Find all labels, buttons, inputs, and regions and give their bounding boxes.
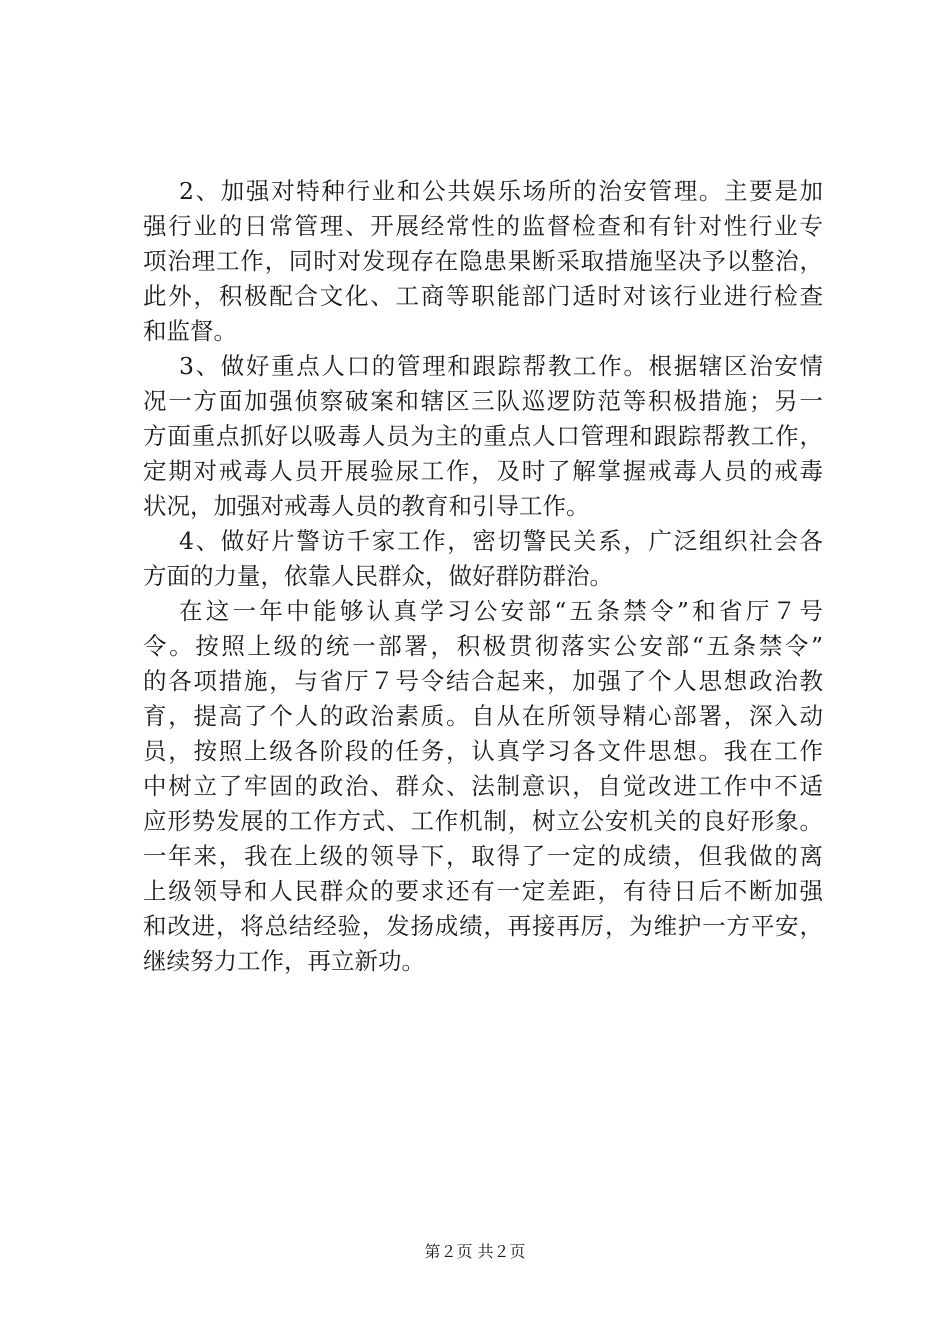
paragraph-line: 项治理工作，同时对发现存在隐患果断采取措施坚决予以整治， [143,247,823,275]
paragraph-line: 3、做好重点人口的管理和跟踪帮教工作。根据辖区治安情 [179,352,823,380]
document-body [143,174,823,979]
paragraph-line: 和监督。 [143,317,237,345]
paragraph-line: 和改进，将总结经验，发扬成绩，再接再厉，为维护一方平安， [143,912,823,940]
paragraph-line: 上级领导和人民群众的要求还有一定差距，有待日后不断加强 [143,877,823,905]
paragraph-line: 中树立了牢固的政治、群众、法制意识，自觉改进工作中不适 [143,772,823,800]
paragraph-line: 此外，积极配合文化、工商等职能部门适时对该行业进行检查 [143,282,823,310]
paragraph-line: 状况，加强对戒毒人员的教育和引导工作。 [143,492,590,520]
paragraph-line: 2、加强对特种行业和公共娱乐场所的治安管理。主要是加 [179,177,823,205]
paragraph-line: 员，按照上级各阶段的任务，认真学习各文件思想。我在工作 [143,737,823,765]
page-footer: 第２页 共２页 [424,1242,526,1261]
paragraph-line: 一年来，我在上级的领导下，取得了一定的成绩，但我做的离 [143,842,823,870]
paragraph-line: 方面的力量，依靠人民群众，做好群防群治。 [143,562,613,590]
paragraph-line: 况一方面加强侦察破案和辖区三队巡逻防范等积极措施；另一 [143,387,823,415]
paragraph-line: 在这一年中能够认真学习公安部“五条禁令”和省厅７号 [179,597,823,625]
paragraph-line: 4、做好片警访千家工作，密切警民关系，广泛组织社会各 [179,527,823,555]
paragraph-line: 的各项措施，与省厅７号令结合起来，加强了个人思想政治教 [143,667,823,695]
paragraph-line: 强行业的日常管理、开展经常性的监督检查和有针对性行业专 [143,212,823,240]
paragraph-line: 定期对戒毒人员开展验尿工作，及时了解掌握戒毒人员的戒毒 [143,457,823,485]
paragraph-line: 继续努力工作，再立新功。 [143,947,425,975]
paragraph-line: 令。按照上级的统一部署，积极贯彻落实公安部“五条禁令” [143,632,823,660]
paragraph-line: 育，提高了个人的政治素质。自从在所领导精心部署，深入动 [143,702,823,730]
paragraph-line: 应形势发展的工作方式、工作机制，树立公安机关的良好形象。 [143,807,823,835]
paragraph-line: 方面重点抓好以吸毒人员为主的重点人口管理和跟踪帮教工作， [143,422,823,450]
